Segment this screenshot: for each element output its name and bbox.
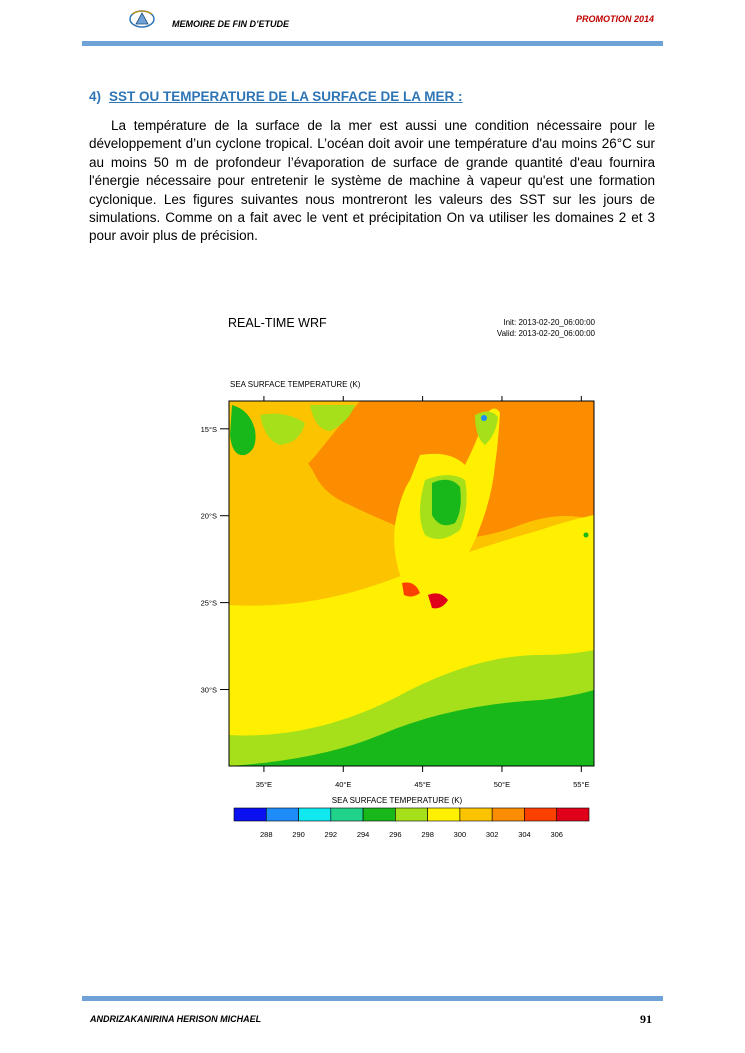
body-paragraph: La température de la surface de la mer est aussi une condition nécessaire pour le développement d’un cyclone tropical. L’océan doit avoir une température d'au moins 26°C sur au moins 50 m de profondeur l’évaporation de surface de grande quantité d'eau fournira l'énergie nécessaire pour entretenir le système de machine à vapeur qu'est une formation cyclonique. Les figures suivantes nous montreront les valeurs des SST sur les jours de simulations. Comme on a fait avec le vent et précipitation On va utiliser les domaines 2 et 3 pour avoir plus de précision.: [89, 118, 655, 244]
page-number: 91: [640, 1012, 652, 1026]
promotion-label: PROMOTION 2014: [575, 14, 654, 24]
field-title: SEA SURFACE TEMPERATURE (K): [230, 380, 361, 389]
valid-time-label: Valid: 2013-02-20_06:00:00: [496, 329, 595, 338]
footer-rule: [82, 996, 663, 1001]
header-rule: [82, 41, 663, 46]
sst-field: [229, 401, 594, 766]
colorbar-level-label: 300: [453, 830, 467, 839]
island-dot: [584, 533, 589, 538]
section-number: 4): [89, 89, 102, 104]
y-axis-ticks: [201, 425, 229, 695]
colorbar-swatch: [299, 808, 331, 821]
y-tick-label: 15°S: [200, 424, 217, 434]
colorbar-swatch: [266, 808, 298, 821]
y-tick-label: 25°S: [200, 598, 217, 608]
colorbar-swatch: [557, 808, 589, 821]
school-logo-icon: [128, 8, 156, 30]
x-tick-label: 35°E: [255, 780, 273, 789]
colorbar-swatch: [234, 808, 266, 821]
colorbar-level-label: 294: [356, 830, 370, 839]
colorbar-level-label: 290: [292, 830, 305, 839]
colorbar-swatch: [460, 808, 492, 821]
colorbar-swatch: [492, 808, 524, 821]
x-tick-label: 40°E: [335, 780, 352, 789]
colorbar-level-label: 288: [260, 830, 273, 839]
y-tick-label: 30°S: [200, 685, 217, 695]
section-title: SST OU TEMPERATURE DE LA SURFACE DE LA MER :: [109, 89, 463, 104]
madagascar-green: [432, 480, 461, 525]
x-tick-label: 55°E: [573, 780, 590, 789]
colorbar-level-label: 296: [389, 830, 402, 839]
colorbar-labels: [260, 830, 563, 839]
colorbar-level-label: 306: [550, 830, 563, 839]
init-time-label: Init: 2013-02-20_06:00:00: [503, 318, 595, 327]
colorbar-swatch: [395, 808, 427, 821]
colorbar-swatch: [331, 808, 363, 821]
colorbar-level-label: 298: [421, 830, 434, 839]
colorbar-swatch: [524, 808, 556, 821]
section-heading: [89, 89, 463, 104]
x-tick-label: 45°E: [414, 780, 431, 789]
north-tip-blue: [481, 415, 487, 421]
colorbar-level-label: 292: [324, 830, 338, 839]
x-tick-label: 50°E: [493, 780, 511, 789]
colorbar-swatch: [428, 808, 460, 821]
colorbar-level-label: 304: [518, 830, 531, 839]
colorbar-level-label: 302: [485, 830, 499, 839]
colorbar-title: SEA SURFACE TEMPERATURE (K): [331, 796, 463, 805]
y-tick-label: 20°S: [200, 511, 217, 521]
sst-figure: [120, 305, 680, 850]
colorbar-swatch: [363, 808, 395, 821]
document-header-title: MEMOIRE DE FIN D’ETUDE: [172, 19, 290, 29]
colorbar: [234, 808, 589, 821]
author-name: ANDRIZAKANIRINA HERISON MICHAEL: [90, 1014, 262, 1024]
model-title: REAL-TIME WRF: [228, 316, 327, 330]
